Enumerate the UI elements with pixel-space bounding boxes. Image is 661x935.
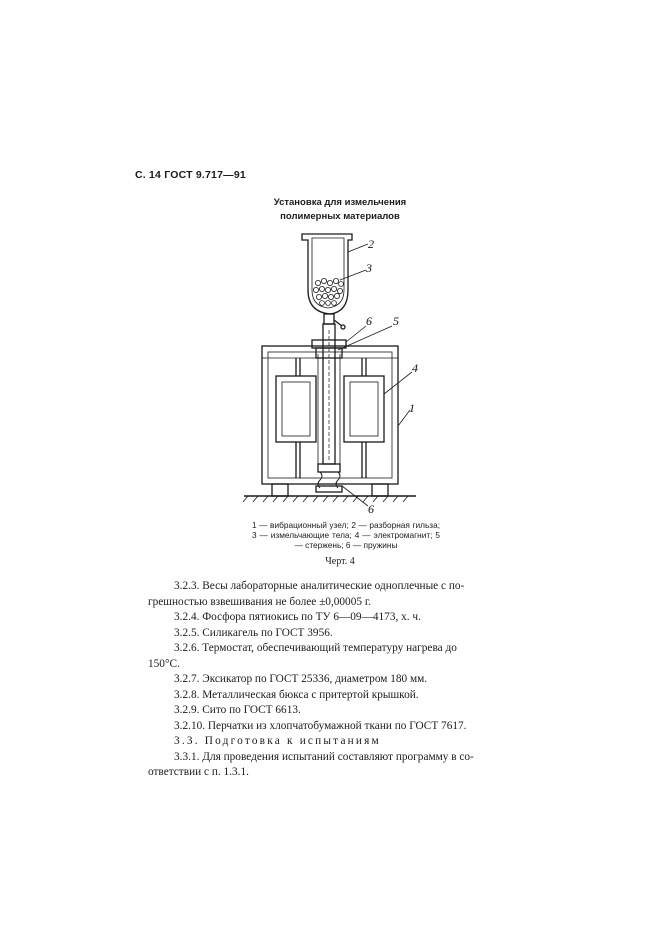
paragraph-3-2-9: 3.2.9. Сито по ГОСТ 6613. [174,704,301,716]
page-header: С. 14 ГОСТ 9.717—91 [135,169,246,181]
sleeve-outline [302,234,352,314]
figure-title-line-1: Установка для измельчения [273,197,407,208]
figure-legend: 1 — вибрационный узел; 2 — разборная гильза; 3 — измельчающие тела; 4 — электромагнит; 5 — стержень; 6 — пружины [252,520,440,550]
paragraph-3-3-1-cont: ответствии с п. 1.3.1. [148,766,249,778]
paragraph-3-2-7: 3.2.7. Эксикатор по ГОСТ 25336, диаметром 180 мм. [174,673,428,685]
paragraph-3-2-8: 3.2.8. Металлическая бюкса с притертой крышкой. [174,688,419,701]
callout-1: 1 [409,401,415,415]
callout-3: 3 [366,261,372,275]
paragraph-3-2-4: 3.2.4. Фосфора пятиокись по ТУ 6—09—4173, х. ч. [174,611,421,623]
figure-title-line-2: полимерных материалов [280,211,400,222]
paragraph-3-3-1: 3.3.1. Для проведения испытаний составляют программу в со- [174,750,474,763]
grinding-bodies [313,278,343,305]
paragraph-3-2-3-cont: грешностью взвешивания не более ±0,00005 г. [148,595,372,608]
callout-5: 5 [393,314,399,328]
callout-6-bottom: 6 [368,502,374,516]
callout-6-top: 6 [366,314,372,328]
ground-hatching [243,496,408,502]
paragraph-3-2-6-cont: 150°С. [148,657,180,670]
paragraph-3-2-5: 3.2.5. Силикагель по ГОСТ 3956. [174,626,333,639]
paragraph-3-2-3: 3.2.3. Весы лабораторные аналитические одноплечные с по- [174,580,465,592]
paragraph-3-2-6: 3.2.6. Термостат, обеспечивающий температуру нагрева до [174,642,457,654]
paragraph-3-2-10: 3.2.10. Перчатки из хлопчатобумажной ткани по ГОСТ 7617. [174,719,467,732]
body-text [148,579,523,781]
callout-2: 2 [368,237,374,251]
figure-caption: Черт. 4 [325,556,355,567]
section-heading-3-3: 3.3. Подготовка к испытаниям [174,735,381,747]
callout-4: 4 [412,361,418,375]
